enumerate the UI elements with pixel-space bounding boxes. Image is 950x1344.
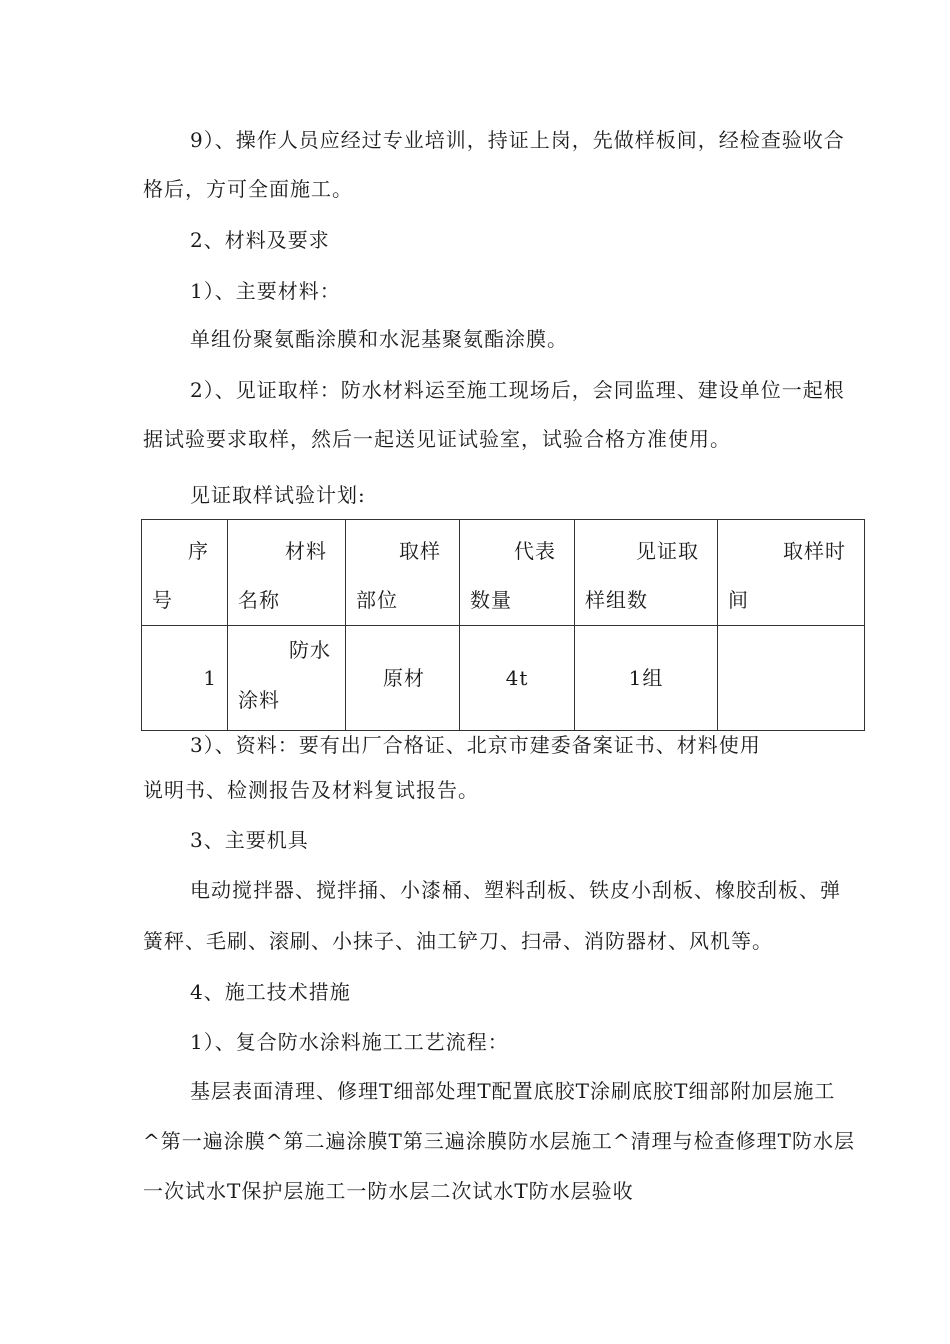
section-heading-technical-measures: 4、施工技术措施 (190, 980, 351, 1004)
paragraph-process-flow: 基层表面清理、修理T细部处理T配置底胶T涂刷底胶T细部附加层施工 (190, 1079, 836, 1103)
table-header-row (142, 520, 865, 626)
cell-group-count: 1组 (575, 626, 718, 731)
subheading-process-flow: 1）、复合防水涂料施工工艺流程： (190, 1030, 509, 1054)
cell-sampling-location: 原材 (346, 626, 460, 731)
cell-sampling-time (718, 626, 865, 731)
paragraph-witness-sampling: 2）、见证取样：防水材料运至施工现场后，会同监理、建设单位一起根 (190, 378, 845, 402)
table-caption: 见证取样试验计划: (190, 483, 366, 507)
paragraph-witness-sampling-cont: 据试验要求取样，然后一起送见证试验室，试验合格方准使用。 (143, 427, 731, 451)
table-row (142, 626, 865, 731)
paragraph-operator-training: 9）、操作人员应经过专业培训，持证上岗，先做样板间，经检查验收合 (190, 128, 845, 152)
paragraph-documents-cont: 说明书、检测报告及材料复试报告。 (143, 778, 479, 802)
cell-quantity: 4t (460, 626, 575, 731)
section-heading-equipment: 3、主要机具 (190, 828, 309, 852)
paragraph-process-flow-cont1: ^第一遍涂膜^第二遍涂膜T第三遍涂膜防水层施工^清理与检查修理T防水层 (143, 1129, 855, 1153)
header-cell-quantity: 代表 数量 (460, 520, 575, 626)
paragraph-equipment-list: 电动搅拌器、搅拌捅、小漆桶、塑料刮板、铁皮小刮板、橡胶刮板、弹 (190, 878, 841, 902)
paragraph-documents: 3）、资料：要有出厂合格证、北京市建委备案证书、材料使用 (190, 733, 761, 757)
header-cell-sampling-location: 取样 部位 (346, 520, 460, 626)
header-cell-material-name: 材料 名称 (228, 520, 346, 626)
header-cell-group-count: 见证取 样组数 (575, 520, 718, 626)
cell-seq: 1 (142, 626, 228, 731)
section-heading-materials: 2、材料及要求 (190, 228, 330, 252)
subheading-main-materials: 1）、主要材料： (190, 279, 341, 303)
header-cell-sampling-time: 取样时 间 (718, 520, 865, 626)
paragraph-equipment-list-cont: 簧秤、毛刷、滚刷、小抹子、油工铲刀、扫帚、消防器材、风机等。 (143, 929, 773, 953)
paragraph-main-materials: 单组份聚氨酯涂膜和水泥基聚氨酯涂膜。 (190, 327, 568, 351)
header-cell-seq: 序 号 (142, 520, 228, 626)
paragraph-operator-training-cont: 格后，方可全面施工。 (143, 177, 353, 201)
sampling-plan-table (141, 519, 865, 731)
paragraph-process-flow-cont2: 一次试水T保护层施工一防水层二次试水T防水层验收 (143, 1179, 634, 1203)
cell-material-name: 防水 涂料 (228, 626, 346, 731)
